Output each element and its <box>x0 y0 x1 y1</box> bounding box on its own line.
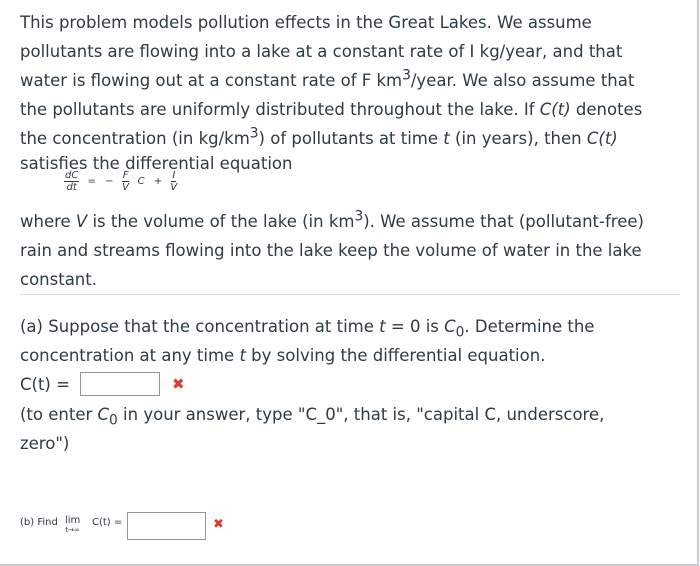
problem-line: satisfies the differential equation <box>20 154 293 173</box>
part-b-answer-input[interactable] <box>127 512 206 540</box>
paragraph-line: rain and streams flowing into the lake keep the volume of water in the lake <box>20 241 642 260</box>
i-over-v-fraction: $\frac{I}{V}$ <box>170 170 178 193</box>
incorrect-x-icon: ✖ <box>172 375 185 393</box>
f-over-v-fraction: $\frac{F}{V}$ <box>122 170 129 193</box>
part-a-answer-input[interactable] <box>80 372 160 396</box>
incorrect-x-icon: ✖ <box>213 517 224 532</box>
differential-equation: $\frac{dC}{dt}$ = − $\frac{F}{V}$ C + $\frac{I}{V}$ <box>65 170 178 193</box>
problem-line: This problem models pollution effects in the Great Lakes. We assume <box>20 13 592 32</box>
part-b-section <box>20 512 320 544</box>
paragraph-line: constant. <box>20 270 97 289</box>
problem-line: the concentration (in $kg/km^3$) of pollutants at time t (in years), then C(t) <box>20 125 618 148</box>
limit-operator: lim t→∞ <box>65 515 81 534</box>
part-a-answer-row <box>20 370 690 400</box>
problem-statement <box>20 8 690 175</box>
part-b-label: (b) Find <box>20 517 58 528</box>
section-divider <box>20 294 680 295</box>
problem-line: the pollutants are uniformly distributed throughout the lake. If C(t) denotes <box>20 100 643 119</box>
problem-line: pollutants are flowing into a lake at a constant rate of I kg/year, and that <box>20 42 623 61</box>
part-a-section <box>20 312 690 458</box>
problem-line: water is flowing out at a constant rate of F $km^3$/year. We also assume that <box>20 67 635 90</box>
paragraph-line: where V is the volume of the lake (in $km^3$). We assume that (pollutant-free) <box>20 208 644 231</box>
hint-line: zero") <box>20 434 70 453</box>
part-a-question-line: (a) Suppose that the concentration at time t = 0 is $C_0$. Determine the <box>20 317 595 341</box>
volume-paragraph <box>20 207 692 294</box>
hint-line: (to enter $C_0$ in your answer, type "C_0", that is, "capital C, underscore, <box>20 405 605 429</box>
answer-label: C(t) = <box>20 375 70 394</box>
part-a-question-line: concentration at any time t by solving the differential equation. <box>20 346 546 365</box>
derivative-fraction: $\frac{dC}{dt}$ <box>65 170 79 193</box>
limit-function: C(t) = <box>92 517 123 528</box>
